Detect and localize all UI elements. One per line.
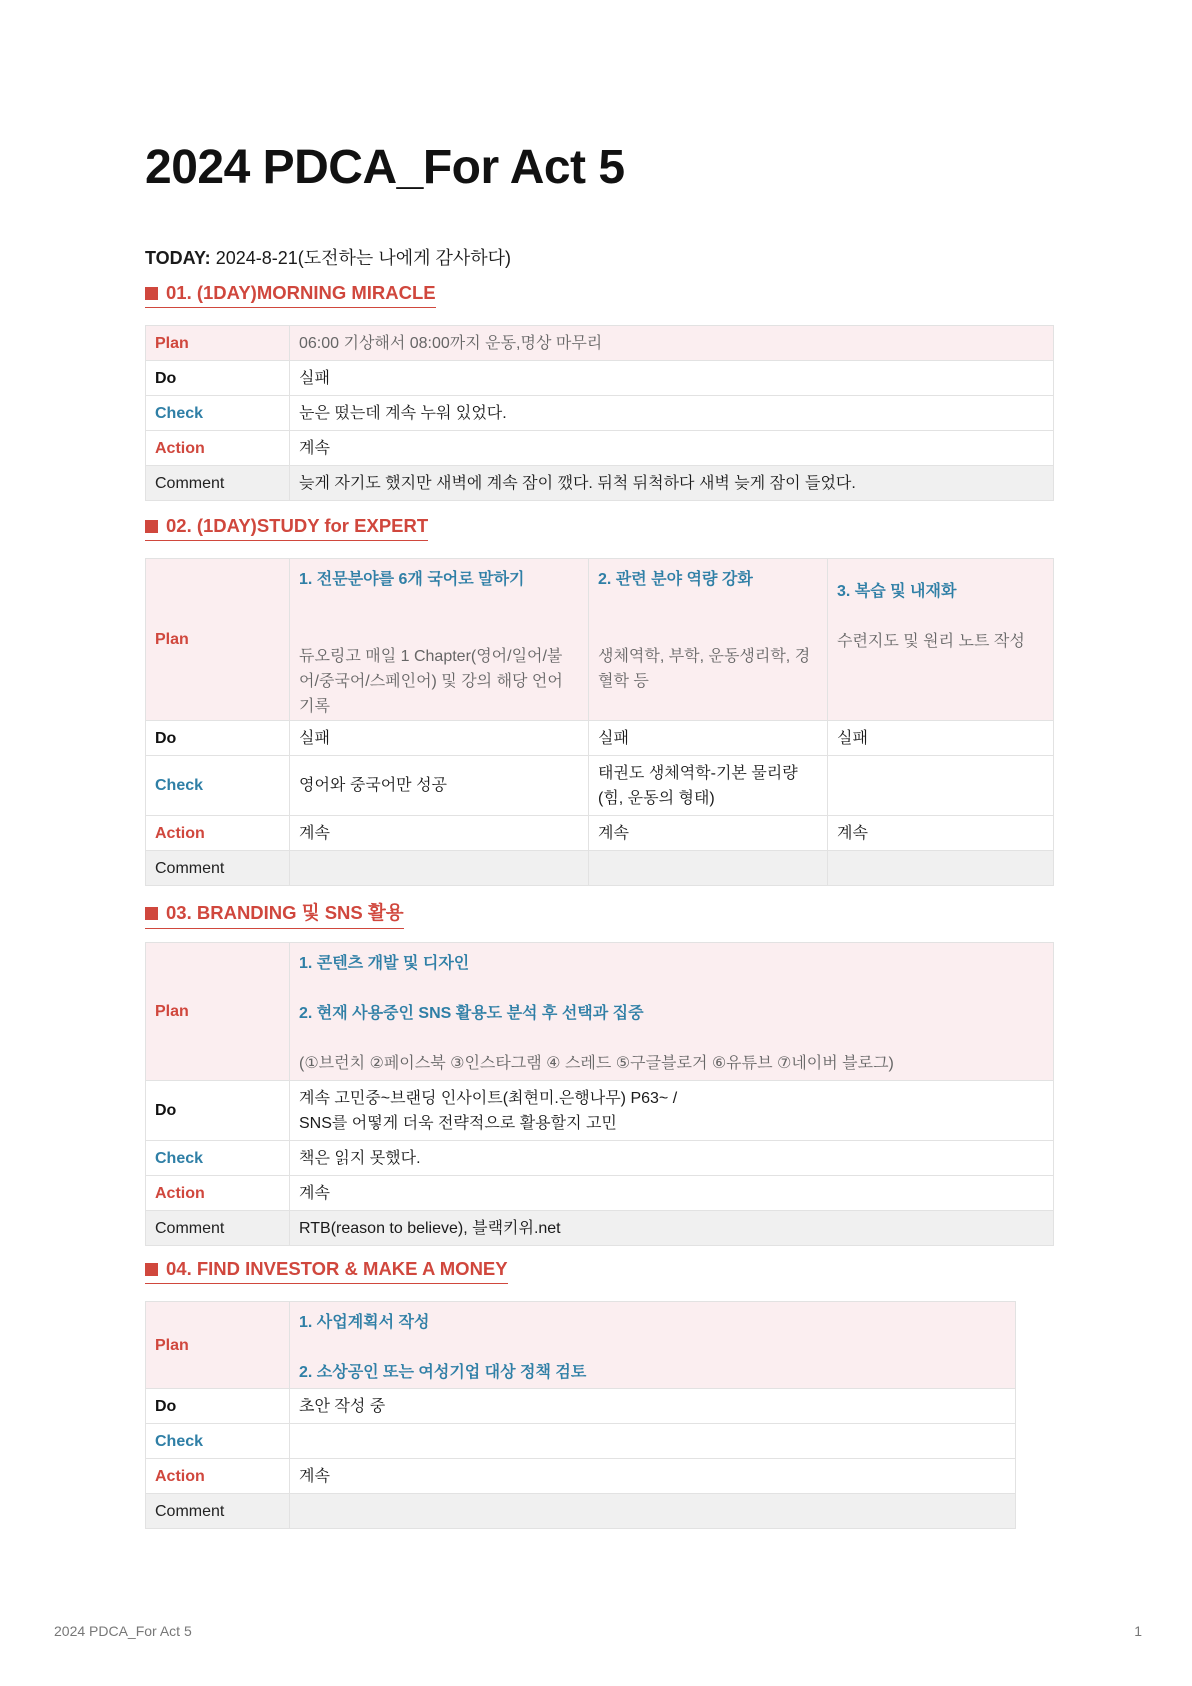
- comment-value: [290, 851, 589, 886]
- action-label: Action: [146, 1176, 290, 1211]
- plan-heading: 3. 복습 및 내재화: [837, 583, 957, 600]
- today-value: 2024-8-21(도전하는 나에게 감사하다): [215, 248, 512, 268]
- action-value: 계속: [290, 1176, 1054, 1211]
- do-value: 실패: [828, 721, 1054, 756]
- comment-value: [589, 851, 828, 886]
- section-title-text: 04. FIND INVESTOR & MAKE A MONEY: [166, 1258, 508, 1279]
- action-row: [146, 1459, 1016, 1494]
- action-value: 계속: [290, 1459, 1016, 1494]
- do-value: 초안 작성 중: [290, 1389, 1016, 1424]
- check-value: 태권도 생체역학-기본 물리량(힘, 운동의 형태): [589, 756, 828, 816]
- comment-row: [146, 466, 1054, 501]
- plan-cell-col2: [589, 559, 828, 721]
- plan-label: Plan: [146, 559, 290, 721]
- plan-cell-col3: [828, 559, 1054, 721]
- comment-value: [828, 851, 1054, 886]
- section-title-03: [145, 899, 404, 929]
- comment-value: RTB(reason to believe), 블랙키위.net: [290, 1211, 1054, 1246]
- square-bullet-icon: [145, 907, 158, 920]
- action-value: 계속: [290, 816, 589, 851]
- page-title: 2024 PDCA_For Act 5: [145, 141, 625, 194]
- pdca-table-02: [145, 558, 1054, 886]
- plan-heading: 1. 전문분야를 6개 국어로 말하기: [299, 571, 525, 588]
- do-row: [146, 1389, 1016, 1424]
- check-value: [290, 1424, 1016, 1459]
- pdca-table-03: [145, 942, 1054, 1246]
- action-label: Action: [146, 431, 290, 466]
- plan-row: [146, 1302, 1016, 1389]
- do-value: [290, 1081, 1054, 1141]
- do-row: [146, 1081, 1054, 1141]
- comment-label: Comment: [146, 466, 290, 501]
- plan-note: (①브런치 ②페이스북 ③인스타그램 ④ 스레드 ⑤구글블로거 ⑥유튜브 ⑦네이버 블로그): [299, 1055, 894, 1072]
- comment-value: [290, 1494, 1016, 1529]
- plan-item: 2. 현재 사용중인 SNS 활용도 분석 후 선택과 집중: [299, 1005, 644, 1022]
- plan-label: Plan: [146, 1302, 290, 1389]
- check-row: [146, 1424, 1016, 1459]
- plan-row: [146, 559, 1054, 721]
- plan-detail: 듀오링고 매일 1 Chapter(영어/일어/불어/중국어/스페인어) 및 강의 해당 언어 기록: [299, 648, 563, 715]
- comment-label: Comment: [146, 851, 290, 886]
- do-label: Do: [146, 1081, 290, 1141]
- plan-label: Plan: [146, 943, 290, 1081]
- action-value: 계속: [828, 816, 1054, 851]
- do-line: 계속 고민중~브랜딩 인사이트(최현미.은행나무) P63~ /: [299, 1089, 678, 1107]
- do-value: 실패: [290, 721, 589, 756]
- plan-item: 1. 콘텐츠 개발 및 디자인: [299, 955, 470, 972]
- pdca-table-01: [145, 325, 1054, 501]
- plan-item: 2. 소상공인 또는 여성기업 대상 정책 검토: [299, 1364, 587, 1381]
- do-label: Do: [146, 361, 290, 396]
- action-row: [146, 1176, 1054, 1211]
- check-row: [146, 396, 1054, 431]
- footer-doc-title: 2024 PDCA_For Act 5: [54, 1623, 192, 1639]
- action-value: 계속: [589, 816, 828, 851]
- plan-value: [290, 1302, 1016, 1389]
- action-row: [146, 816, 1054, 851]
- comment-row: [146, 851, 1054, 886]
- section-title-01: [145, 282, 436, 308]
- square-bullet-icon: [145, 287, 158, 300]
- do-row: [146, 721, 1054, 756]
- section-title-text: 02. (1DAY)STUDY for EXPERT: [166, 515, 429, 536]
- plan-cell-col1: [290, 559, 589, 721]
- square-bullet-icon: [145, 520, 158, 533]
- check-row: [146, 1141, 1054, 1176]
- plan-row: [146, 326, 1054, 361]
- comment-label: Comment: [146, 1494, 290, 1529]
- plan-row: [146, 943, 1054, 1081]
- check-value: 책은 읽지 못했다.: [290, 1141, 1054, 1176]
- action-row: [146, 431, 1054, 466]
- plan-value: 06:00 기상해서 08:00까지 운동,명상 마무리: [290, 326, 1054, 361]
- section-title-04: [145, 1258, 508, 1284]
- section-title-02: [145, 515, 428, 541]
- check-value: [828, 756, 1054, 816]
- today-line: [145, 244, 511, 270]
- plan-heading: 2. 관련 분야 역량 강화: [598, 571, 753, 588]
- do-label: Do: [146, 1389, 290, 1424]
- check-label: Check: [146, 1424, 290, 1459]
- check-label: Check: [146, 1141, 290, 1176]
- do-row: [146, 361, 1054, 396]
- action-label: Action: [146, 816, 290, 851]
- check-label: Check: [146, 756, 290, 816]
- plan-detail: 생체역학, 부학, 운동생리학, 경혈학 등: [598, 648, 811, 690]
- plan-value: [290, 943, 1054, 1081]
- plan-detail: 수련지도 및 원리 노트 작성: [837, 633, 1025, 650]
- do-value: 실패: [290, 361, 1054, 396]
- check-value: 영어와 중국어만 성공: [290, 756, 589, 816]
- do-value: 실패: [589, 721, 828, 756]
- pdca-table-04: [145, 1301, 1016, 1529]
- check-value: 눈은 떴는데 계속 누워 있었다.: [290, 396, 1054, 431]
- action-label: Action: [146, 1459, 290, 1494]
- footer-page-number: 1: [1134, 1623, 1142, 1639]
- plan-label: Plan: [146, 326, 290, 361]
- comment-row: [146, 1494, 1016, 1529]
- do-label: Do: [146, 721, 290, 756]
- plan-item: 1. 사업계획서 작성: [299, 1314, 430, 1331]
- check-row: [146, 756, 1054, 816]
- section-title-text: 01. (1DAY)MORNING MIRACLE: [166, 282, 436, 303]
- today-label: TODAY:: [145, 248, 211, 268]
- check-label: Check: [146, 396, 290, 431]
- action-value: 계속: [290, 431, 1054, 466]
- comment-value: 늦게 자기도 했지만 새벽에 계속 잠이 깼다. 뒤척 뒤척하다 새벽 늦게 잠이 들었다.: [290, 466, 1054, 501]
- square-bullet-icon: [145, 1263, 158, 1276]
- do-line: SNS를 어떻게 더욱 전략적으로 활용할지 고민: [299, 1114, 617, 1132]
- comment-row: [146, 1211, 1054, 1246]
- comment-label: Comment: [146, 1211, 290, 1246]
- section-title-text: 03. BRANDING 및 SNS 활용: [166, 902, 404, 923]
